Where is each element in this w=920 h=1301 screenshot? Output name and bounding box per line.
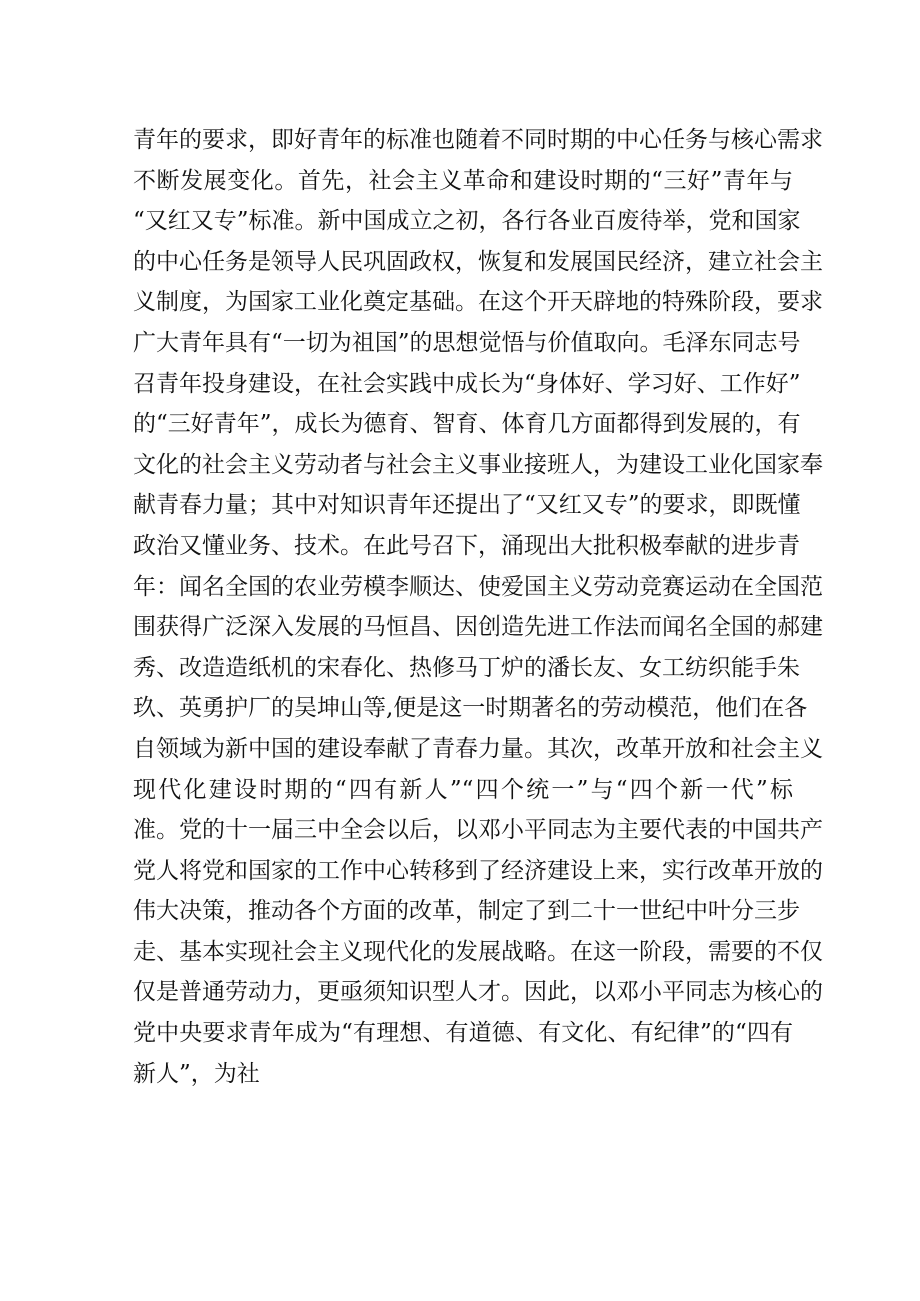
- text-line: 准。党的十一届三中全会以后，以邓小平同志为主要代表的中国共产: [133, 817, 823, 844]
- text-line: 广大青年具有“一切为祖国”的思想觉悟与价值取向。毛泽东同志号: [133, 329, 801, 356]
- text-line: 年：闻名全国的农业劳模李顺达、使爱国主义劳动竞赛运动在全国范: [133, 573, 823, 600]
- text-line: 走、基本实现社会主义现代化的发展战略。在这一阶段，需要的不仅: [133, 938, 823, 965]
- body-text: [133, 120, 823, 1094]
- text-line: 仅是普通劳动力，更亟须知识型人才。因此，以邓小平同志为核心的: [133, 979, 823, 1006]
- text-line: 围获得广泛深入发展的马恒昌、因创造先进工作法而闻名全国的郝建: [133, 614, 823, 641]
- text-line: 党人将党和国家的工作中心转移到了经济建设上来，实行改革开放的: [133, 857, 823, 884]
- text-line: 的“三好青年”，成长为德育、智育、体育几方面都得到发展的，有: [133, 411, 801, 438]
- text-line: 召青年投身建设，在社会实践中成长为“身体好、学习好、工作好”: [133, 370, 801, 397]
- text-line: 青年的要求，即好青年的标准也随着不同时期的中心任务与核心需求: [133, 127, 823, 153]
- text-line: 伟大决策，推动各个方面的改革，制定了到二十一世纪中叶分三步: [133, 898, 800, 925]
- text-line: “又红又专”标准。新中国成立之初，各行各业百废待举，党和国家: [133, 208, 801, 235]
- text-line: 不断发展变化。首先，社会主义革命和建设时期的“三好”青年与: [133, 167, 793, 194]
- text-line-last: 新人”，为社: [133, 1060, 260, 1087]
- text-line: 献青春力量；其中对知识青年还提出了“又红又专”的要求，即既懂: [133, 492, 801, 519]
- text-line: 现代化建设时期的“四有新人”“四个统一”与“四个新一代”标: [133, 776, 793, 803]
- text-line: 自领域为新中国的建设奉献了青春力量。其次，改革开放和社会主义: [133, 735, 823, 762]
- text-line: 的中心任务是领导人民巩固政权，恢复和发展国民经济，建立社会主: [133, 248, 823, 275]
- text-line: 秀、改造造纸机的宋春化、热修马丁炉的潘长友、女工纺织能手朱: [133, 654, 800, 681]
- text-line: 党中央要求青年成为“有理想、有道德、有文化、有纪律”的“四有: [133, 1020, 793, 1047]
- text-line: 玖、英勇护厂的吴坤山等,便是这一时期著名的劳动模范，他们在各: [133, 695, 808, 722]
- text-line: 义制度，为国家工业化奠定基础。在这个开天辟地的特殊阶段，要求: [133, 289, 823, 316]
- text-line: 政治又懂业务、技术。在此号召下，涌现出大批积极奉献的进步青: [133, 532, 800, 559]
- text-line: 文化的社会主义劳动者与社会主义事业接班人，为建设工业化国家奉: [133, 451, 823, 478]
